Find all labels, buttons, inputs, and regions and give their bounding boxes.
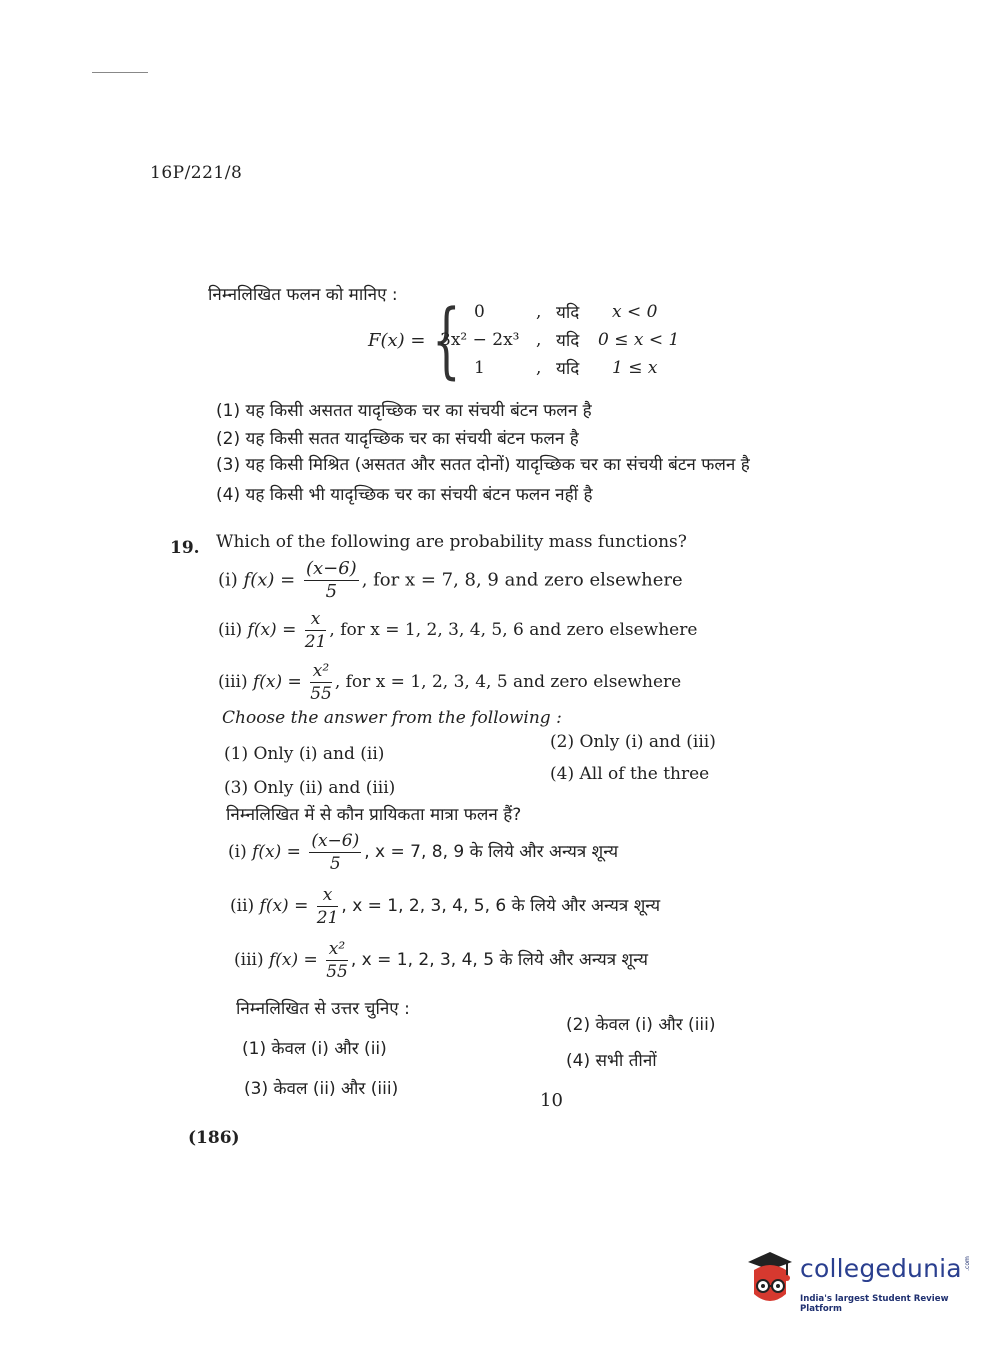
case-sep-3: , <box>536 358 542 378</box>
paper-code: 16P/221/8 <box>150 163 243 183</box>
q19-item-hi-1: (i) f(x) = $\frac{(x-6)}{5}$ , x = 7, 8, 9 के लिये और अन्यत्र शून्य <box>228 831 619 874</box>
brand-name: collegedunia <box>800 1254 962 1283</box>
q19-item-en-1: (i) f(x) = $\frac{(x-6)}{5}$ , for x = 7, 8, 9 and zero elsewhere <box>218 558 683 602</box>
case-cond-2: 0 ≤ x < 1 <box>598 330 680 350</box>
q19-item-hi-3: (iii) f(x) = $\frac{\text{x²}}{55}$ , x = 1, 2, 3, 4, 5 के लिये और अन्यत्र शून्य <box>234 939 648 982</box>
case-word-2: यदि <box>556 331 580 351</box>
q18-intro: निम्नलिखित फलन को मानिए : <box>208 285 398 305</box>
q19-option-en-4: (4) All of the three <box>550 764 710 784</box>
collegedunia-logo <box>742 1248 972 1318</box>
case-row-1 <box>474 302 485 322</box>
q18-option-4: (4) यह किसी भी यादृच्छिक चर का संचयी बंटन फलन नहीं है <box>216 485 593 505</box>
brand-tagline: India's largest Student Review Platform <box>800 1294 949 1314</box>
case-sep-1: , <box>536 302 542 322</box>
q19-question-en: Which of the following are probability mass functions? <box>216 532 687 552</box>
q19-item-en-3: (iii) f(x) = $\frac{\text{x²}}{55}$ , for x = 1, 2, 3, 4, 5 and zero elsewhere <box>218 661 682 704</box>
q18-option-3: (3) यह किसी मिश्रित (असतत और सतत दोनों) यादृच्छिक चर का संचयी बंटन फलन है <box>216 455 750 475</box>
q19-option-hi-3: (3) केवल (ii) और (iii) <box>244 1079 399 1099</box>
q18-function-label: F(x) = <box>368 330 426 351</box>
q19-number: 19. <box>170 538 200 558</box>
q19-choose-hi: निम्नलिखित से उत्तर चुनिए : <box>236 999 410 1019</box>
brand-com: .com <box>963 1256 971 1271</box>
case-expr: 3x² − 2x³ <box>440 330 520 350</box>
case-sep-2: , <box>536 330 542 350</box>
page-number: 10 <box>540 1090 563 1111</box>
piecewise-brace: { <box>432 293 461 388</box>
case-cond-1: x < 0 <box>612 302 658 322</box>
q19-item-hi-2: (ii) f(x) = $\frac{x}{21}$ , x = 1, 2, 3, 4, 5, 6 के लिये और अन्यत्र शून्य <box>230 885 661 928</box>
q19-option-hi-1: (1) केवल (i) और (ii) <box>242 1039 387 1059</box>
q19-choose-en: Choose the answer from the following : <box>222 708 562 728</box>
q19-option-hi-4: (4) सभी तीनों <box>566 1051 657 1071</box>
case-expr: 1 <box>474 358 485 378</box>
q18-option-2: (2) यह किसी सतत यादृच्छिक चर का संचयी बंटन फलन है <box>216 429 579 449</box>
q19-option-en-1: (1) Only (i) and (ii) <box>224 744 385 764</box>
q19-item-en-2: (ii) f(x) = $\frac{x}{21}$ , for x = 1, 2, 3, 4, 5, 6 and zero elsewhere <box>218 609 698 652</box>
case-expr: 0 <box>474 302 485 322</box>
q18-option-1: (1) यह किसी असतत यादृच्छिक चर का संचयी बंटन फलन है <box>216 401 592 421</box>
case-word-3: यदि <box>556 359 580 379</box>
case-word-1: यदि <box>556 303 580 323</box>
case-row-3 <box>474 358 485 378</box>
sheet-number: (186) <box>188 1128 240 1148</box>
q19-option-en-2: (2) Only (i) and (iii) <box>550 732 716 752</box>
case-cond-3: 1 ≤ x <box>612 358 658 378</box>
q19-option-en-3: (3) Only (ii) and (iii) <box>224 778 396 798</box>
top-rule <box>92 72 148 73</box>
case-row-2 <box>440 330 520 350</box>
mascot-icon <box>742 1248 800 1314</box>
q19-question-hi: निम्नलिखित में से कौन प्रायिकता मात्रा फलन हैं? <box>226 805 522 825</box>
q19-option-hi-2: (2) केवल (i) और (iii) <box>566 1015 716 1035</box>
